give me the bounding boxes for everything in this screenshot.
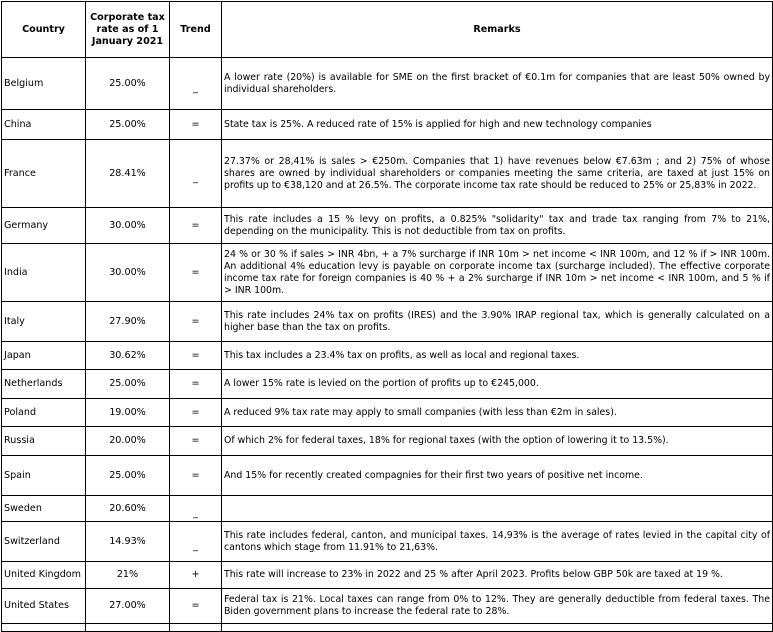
country-cell: Spain: [2, 456, 86, 496]
table-row: [2, 342, 773, 370]
remarks-cell: 24 % or 30 % if sales > INR 4bn, + a 7% surcharge if INR 10m > net income < INR 100m, and 12 % if > INR 100m. An additional 4% education levy is payable on corporate income tax (surcharge included). The effective corporate income tax rate for foreign companies is 40 % + a 2% surcharge if INR 10m > net income < INR 100m, and 5 % if > INR 100m.: [222, 244, 773, 302]
table-row: [2, 58, 773, 110]
trend-cell: [170, 58, 222, 110]
trend-value: _: [193, 540, 198, 552]
remarks-cell: Federal tax is 21%. Local taxes can range from 0% to 12%. They are generally deductible from federal taxes. The Biden government plans to increase the federal rate to 28%.: [222, 589, 773, 624]
table-row: [2, 302, 773, 342]
table-row: [2, 140, 773, 208]
rate-cell: [86, 624, 170, 632]
remarks-cell: A lower rate (20%) is available for SME on the first bracket of €0.1m for companies that are least 50% owned by individual shareholders.: [222, 58, 773, 110]
trend-cell: =: [170, 399, 222, 427]
country-cell: France: [2, 140, 86, 208]
trend-cell: +: [170, 562, 222, 589]
remarks-cell: 27.37% or 28,41% is sales > €250m. Companies that 1) have revenues below €7.63m ; and 2) 75% of whose shares are owned by individual shareholders or companies meeting the same criteria, are taxed at just 15% on profits up to €38,120 and at 26.5%. The corporate income tax rate should be reduced to 25% or 25,83% in 2022.: [222, 140, 773, 208]
country-cell: China: [2, 110, 86, 140]
rate-cell: 30.62%: [86, 342, 170, 370]
country-cell: Italy: [2, 302, 86, 342]
trend-value: _: [193, 82, 198, 94]
rate-cell: 30.00%: [86, 208, 170, 244]
trend-cell: =: [170, 244, 222, 302]
country-cell: Netherlands: [2, 370, 86, 399]
trend-cell: [170, 522, 222, 562]
trend-cell: [170, 496, 222, 522]
remarks-cell: This rate will increase to 23% in 2022 and 25 % after April 2023. Profits below GBP 50k are taxed at 19 %.: [222, 562, 773, 589]
trend-value: _: [193, 507, 198, 519]
remarks-cell: [222, 624, 773, 632]
trend-cell: =: [170, 456, 222, 496]
rate-cell: 20.00%: [86, 427, 170, 456]
country-cell: [2, 624, 86, 632]
table-row: [2, 370, 773, 399]
header-rate: Corporate tax rate as of 1 January 2021: [86, 2, 170, 58]
trend-cell: =: [170, 342, 222, 370]
country-cell: Belgium: [2, 58, 86, 110]
trend-cell: =: [170, 370, 222, 399]
country-cell: Sweden: [2, 496, 86, 522]
remarks-cell: This rate includes federal, canton, and municipal taxes. 14,93% is the average of rates levied in the capital city of cantons which stage from 11.91% to 21,63%.: [222, 522, 773, 562]
rate-cell: 20.60%: [86, 496, 170, 522]
tax-table: [1, 1, 773, 632]
trend-cell: =: [170, 589, 222, 624]
remarks-cell: Of which 2% for federal taxes, 18% for regional taxes (with the option of lowering it to 13.5%).: [222, 427, 773, 456]
country-cell: Switzerland: [2, 522, 86, 562]
trend-value: _: [193, 172, 198, 184]
header-country: Country: [2, 2, 86, 58]
remarks-cell: A reduced 9% tax rate may apply to small companies (with less than €2m in sales).: [222, 399, 773, 427]
country-cell: United Kingdom: [2, 562, 86, 589]
table-row: [2, 624, 773, 632]
trend-cell: =: [170, 208, 222, 244]
rate-cell: 25.00%: [86, 58, 170, 110]
rate-cell: 27.00%: [86, 589, 170, 624]
remarks-cell: [222, 496, 773, 522]
trend-cell: =: [170, 302, 222, 342]
table-row: [2, 244, 773, 302]
remarks-cell: And 15% for recently created compagnies for their first two years of positive net income.: [222, 456, 773, 496]
country-cell: Poland: [2, 399, 86, 427]
remarks-cell: This rate includes 24% tax on profits (IRES) and the 3.90% IRAP regional tax, which is generally calculated on a higher base than the tax on profits.: [222, 302, 773, 342]
header-row: [2, 2, 773, 58]
trend-cell: =: [170, 427, 222, 456]
rate-cell: 27.90%: [86, 302, 170, 342]
country-cell: India: [2, 244, 86, 302]
header-remarks: Remarks: [222, 2, 773, 58]
table-row: [2, 399, 773, 427]
remarks-cell: This rate includes a 15 % levy on profits, a 0.825% "solidarity" tax and trade tax ranging from 7% to 21%, depending on the municipality. This is not deductible from tax on profits.: [222, 208, 773, 244]
table-row: [2, 456, 773, 496]
header-trend: Trend: [170, 2, 222, 58]
table-row: [2, 427, 773, 456]
trend-cell: [170, 624, 222, 632]
rate-cell: 30.00%: [86, 244, 170, 302]
table-row: [2, 589, 773, 624]
country-cell: Russia: [2, 427, 86, 456]
table-row: [2, 110, 773, 140]
remarks-cell: State tax is 25%. A reduced rate of 15% is applied for high and new technology companies: [222, 110, 773, 140]
rate-cell: 28.41%: [86, 140, 170, 208]
table-row: [2, 562, 773, 589]
trend-cell: [170, 140, 222, 208]
rate-cell: 21%: [86, 562, 170, 589]
table-row: [2, 496, 773, 522]
table-row: [2, 522, 773, 562]
remarks-cell: A lower 15% rate is levied on the portion of profits up to €245,000.: [222, 370, 773, 399]
trend-cell: =: [170, 110, 222, 140]
country-cell: Germany: [2, 208, 86, 244]
rate-cell: 25.00%: [86, 370, 170, 399]
rate-cell: 25.00%: [86, 456, 170, 496]
country-cell: Japan: [2, 342, 86, 370]
rate-cell: 19.00%: [86, 399, 170, 427]
remarks-cell: This tax includes a 23.4% tax on profits, as well as local and regional taxes.: [222, 342, 773, 370]
rate-cell: 25.00%: [86, 110, 170, 140]
country-cell: United States: [2, 589, 86, 624]
table-row: [2, 208, 773, 244]
rate-cell: 14.93%: [86, 522, 170, 562]
